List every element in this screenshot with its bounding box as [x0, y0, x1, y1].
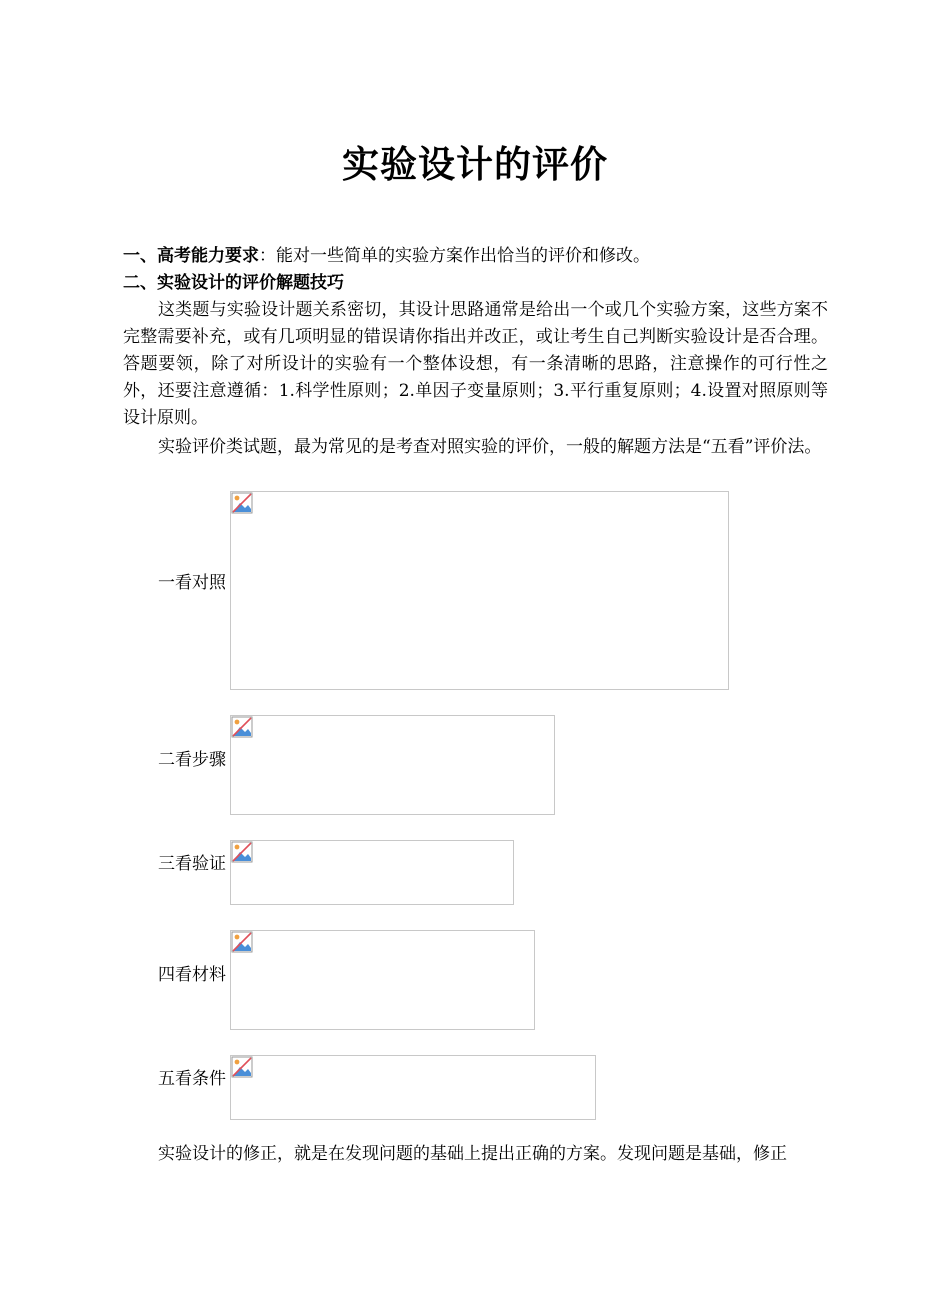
check-label-control: 一看对照 [158, 573, 226, 593]
section-1-text: ：能对一些简单的实验方案作出恰当的评价和修改。 [259, 246, 650, 266]
figure-conditions [230, 1055, 596, 1120]
figure-steps [230, 715, 555, 815]
broken-image-icon [231, 716, 253, 738]
broken-image-icon [231, 492, 253, 514]
check-label-steps: 二看步骤 [158, 750, 226, 770]
paragraph-five-checks: 实验评价类试题，最为常见的是考查对照实验的评价，一般的解题方法是“五看”评价法。 [158, 437, 822, 457]
figure-control [230, 491, 729, 690]
broken-image-icon [231, 1056, 253, 1078]
paragraph-correction: 实验设计的修正，就是在发现问题的基础上提出正确的方案。发现问题是基础，修正 [158, 1144, 787, 1164]
section-1-heading: 一、高考能力要求 [123, 246, 259, 266]
check-label-conditions: 五看条件 [158, 1069, 226, 1089]
check-label-materials: 四看材料 [158, 965, 226, 985]
broken-image-icon [231, 931, 253, 953]
broken-image-icon [231, 841, 253, 863]
document-title: 实验设计的评价 [342, 142, 608, 186]
section-1 [123, 243, 828, 270]
section-2-heading: 二、实验设计的评价解题技巧 [123, 273, 344, 293]
paragraph-principles: 这类题与实验设计题关系密切，其设计思路通常是给出一个或几个实验方案，这些方案不完整需要补充，或有几项明显的错误请你指出并改正，或让考生自己判断实验设计是否合理。答题要领，除了对所设计的实验有一个整体设想，有一条清晰的思路，注意操作的可行性之外，还要注意遵循：1.科学性原则；2.单因子变量原则；3.平行重复原则；4.设置对照原则等设计原则。 [123, 300, 828, 428]
check-label-verification: 三看验证 [158, 854, 226, 874]
figure-materials [230, 930, 535, 1030]
document-body [123, 243, 828, 461]
figure-verification [230, 840, 514, 905]
